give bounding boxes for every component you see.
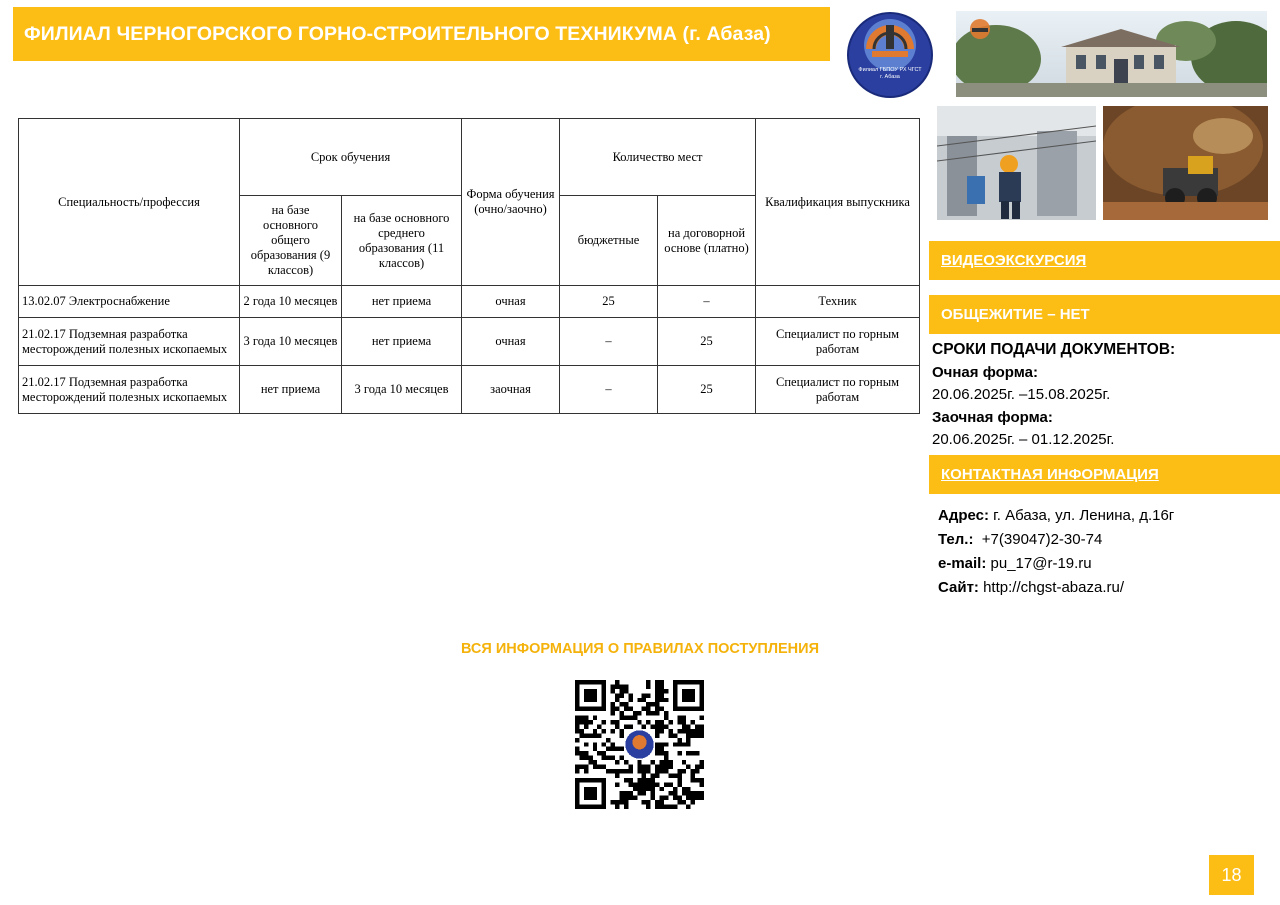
deadlines-title: СРОКИ ПОДАЧИ ДОКУМЕНТОВ: xyxy=(932,341,1176,358)
page-title: ФИЛИАЛ ЧЕРНОГОРСКОГО ГОРНО-СТРОИТЕЛЬНОГО ТЕХНИКУМА (г. Абаза) xyxy=(24,22,771,45)
cell-base11: нет приема xyxy=(342,318,462,366)
cell-paid: – xyxy=(658,286,756,318)
parttime-dates: 20.06.2025г. – 01.12.2025г. xyxy=(932,431,1115,448)
address-label: Адрес: xyxy=(938,507,989,524)
fulltime-dates: 20.06.2025г. –15.08.2025г. xyxy=(932,386,1111,403)
cell-form: очная xyxy=(462,286,560,318)
header-duration-11: на базе основного среднего образования (11 классов) xyxy=(342,196,462,286)
cell-specialty: 21.02.17 Подземная разработка месторождений полезных ископаемых xyxy=(19,366,240,414)
phone-line xyxy=(938,528,1273,552)
address-value: г. Абаза, ул. Ленина, д.16г xyxy=(989,507,1175,524)
site-label: Сайт: xyxy=(938,579,979,596)
cell-qualification: Техник xyxy=(756,286,920,318)
page-title-bar xyxy=(13,7,830,61)
cell-form: заочная xyxy=(462,366,560,414)
email-line xyxy=(938,552,1273,576)
cell-form: очная xyxy=(462,318,560,366)
email-value[interactable]: pu_17@r-19.ru xyxy=(986,555,1092,572)
header-duration: Срок обучения xyxy=(240,119,462,196)
header-places: Количество мест xyxy=(560,119,756,196)
cell-qualification: Специалист по горным работам xyxy=(756,318,920,366)
page-number: 18 xyxy=(1209,855,1254,895)
svg-text:Филиал ГБПОУ РХ ЧГСТ: Филиал ГБПОУ РХ ЧГСТ xyxy=(858,67,922,73)
header-paid: на договорной основе (платно) xyxy=(658,196,756,286)
fulltime-label: Очная форма: xyxy=(932,363,1038,381)
cell-base9: 3 года 10 месяцев xyxy=(240,318,342,366)
specialties-table xyxy=(18,118,920,414)
mining-photo xyxy=(1103,106,1268,220)
header-form: Форма обучения (очно/заочно) xyxy=(462,119,560,286)
cell-specialty: 21.02.17 Подземная разработка месторождений полезных ископаемых xyxy=(19,318,240,366)
header-specialty: Специальность/профессия xyxy=(19,119,240,286)
cell-budget: – xyxy=(560,366,658,414)
dormitory-label: ОБЩЕЖИТИЕ – НЕТ xyxy=(941,306,1090,323)
video-tour-label: ВИДЕОЭКСКУРСИЯ xyxy=(941,252,1087,269)
cell-base9: нет приема xyxy=(240,366,342,414)
qr-code[interactable] xyxy=(575,680,704,809)
site-value[interactable]: http://chgst-abaza.ru/ xyxy=(978,579,1124,596)
cell-specialty: 13.02.07 Электроснабжение xyxy=(19,286,240,318)
application-deadlines xyxy=(932,339,1272,452)
parttime-label: Заочная форма: xyxy=(932,408,1053,426)
cell-paid: 25 xyxy=(658,318,756,366)
cell-qualification: Специалист по горным работам xyxy=(756,366,920,414)
video-tour-link[interactable] xyxy=(929,241,1280,280)
admission-rules-title: ВСЯ ИНФОРМАЦИЯ О ПРАВИЛАХ ПОСТУПЛЕНИЯ xyxy=(461,641,819,657)
cell-base11: 3 года 10 месяцев xyxy=(342,366,462,414)
electrical-lab-photo xyxy=(937,106,1096,220)
email-label: e-mail: xyxy=(938,555,987,572)
table-row xyxy=(19,366,920,414)
table-row xyxy=(19,286,920,318)
cell-base11: нет приема xyxy=(342,286,462,318)
cell-paid: 25 xyxy=(658,366,756,414)
dormitory-bar xyxy=(929,295,1280,334)
svg-text:г. Абаза: г. Абаза xyxy=(880,74,900,80)
contacts-label: КОНТАКТНАЯ ИНФОРМАЦИЯ xyxy=(941,466,1159,483)
site-line xyxy=(938,576,1273,600)
cell-base9: 2 года 10 месяцев xyxy=(240,286,342,318)
header-qualification: Квалификация выпускника xyxy=(756,119,920,286)
college-logo xyxy=(846,11,934,99)
header-budget: бюджетные xyxy=(560,196,658,286)
contacts-link[interactable] xyxy=(929,455,1280,494)
cell-budget: – xyxy=(560,318,658,366)
phone-value: +7(39047)2-30-74 xyxy=(973,531,1103,548)
table-row xyxy=(19,318,920,366)
cell-budget: 25 xyxy=(560,286,658,318)
address-line xyxy=(938,504,1273,528)
contact-info xyxy=(938,504,1273,600)
header-duration-9: на базе основного общего образования (9 классов) xyxy=(240,196,342,286)
building-photo xyxy=(956,11,1267,97)
phone-label: Тел.: xyxy=(938,531,974,548)
